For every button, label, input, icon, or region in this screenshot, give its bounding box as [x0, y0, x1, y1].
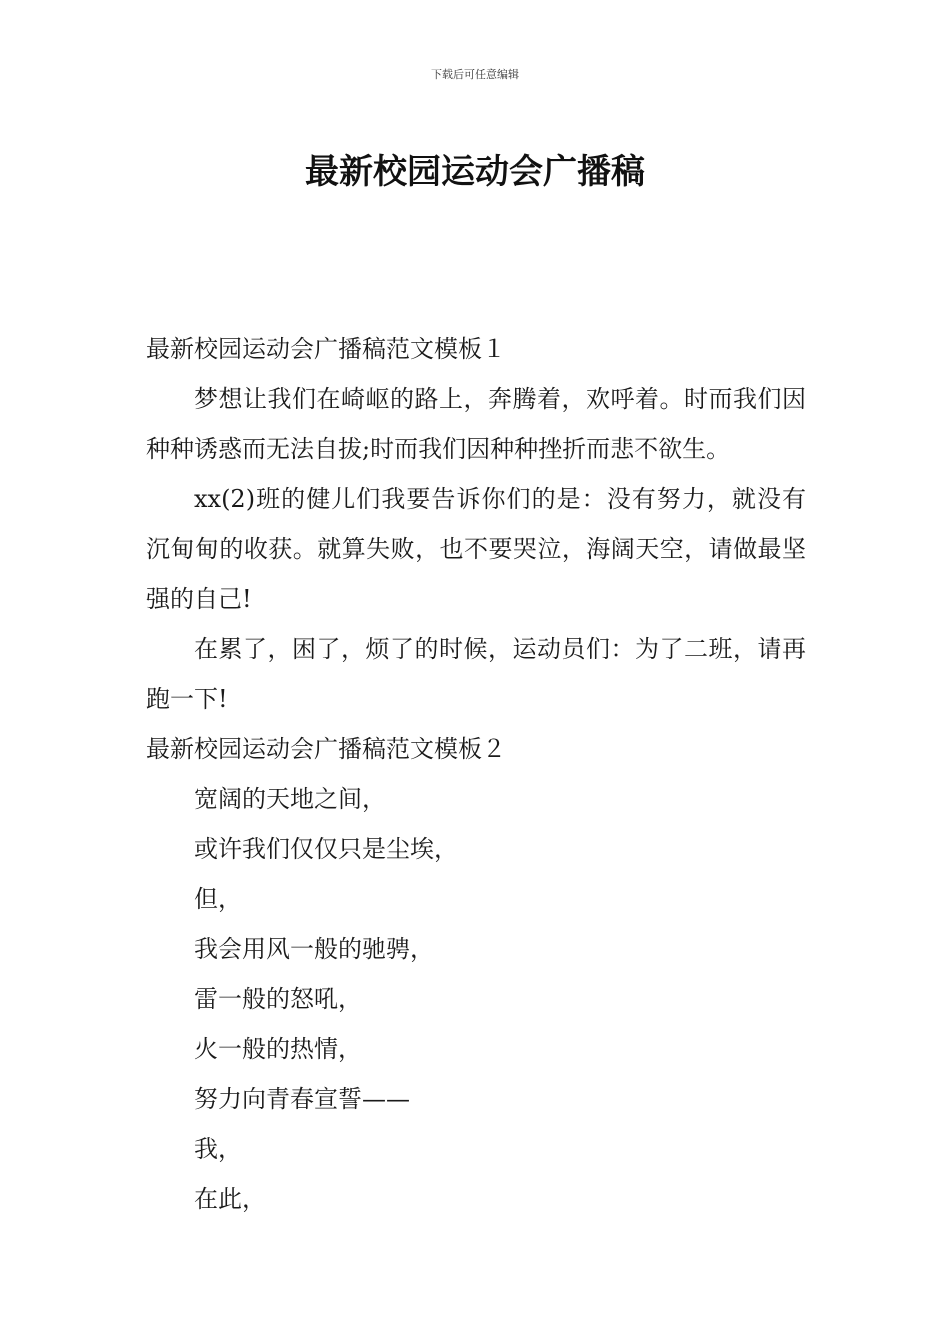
body-paragraph: 梦想让我们在崎岖的路上，奔腾着，欢呼着。时而我们因种种诱惑而无法自拔;时而我们因种种挫折而悲不欲生。 [146, 385, 806, 463]
poem-line: 我， [194, 1135, 242, 1163]
poem-line: 或许我们仅仅只是尘埃， [194, 835, 458, 863]
poem-line: 火一般的热情， [194, 1035, 362, 1063]
page-header-note: 下载后可任意编辑 [431, 68, 519, 81]
poem-line: 但， [194, 885, 242, 913]
poem-line: 努力向青春宣誓—— [194, 1085, 410, 1113]
body-paragraph: xx(2)班的健儿们我要告诉你们的是：没有努力，就没有沉甸甸的收获。就算失败，也不要哭泣，海阔天空，请做最坚强的自己! [146, 485, 806, 613]
poem-line: 在此， [194, 1185, 266, 1213]
poem-line: 我会用风一般的驰骋， [194, 935, 434, 963]
section-heading: 最新校园运动会广播稿范文模板２ [146, 735, 506, 763]
poem-line: 宽阔的天地之间， [194, 785, 386, 813]
section-heading: 最新校园运动会广播稿范文模板１ [146, 335, 506, 363]
document-body [146, 324, 806, 1224]
document-title: 最新校园运动会广播稿 [305, 151, 645, 192]
poem-line: 雷一般的怒吼， [194, 985, 362, 1013]
body-paragraph: 在累了，困了，烦了的时候，运动员们：为了二班，请再跑一下! [146, 635, 806, 713]
